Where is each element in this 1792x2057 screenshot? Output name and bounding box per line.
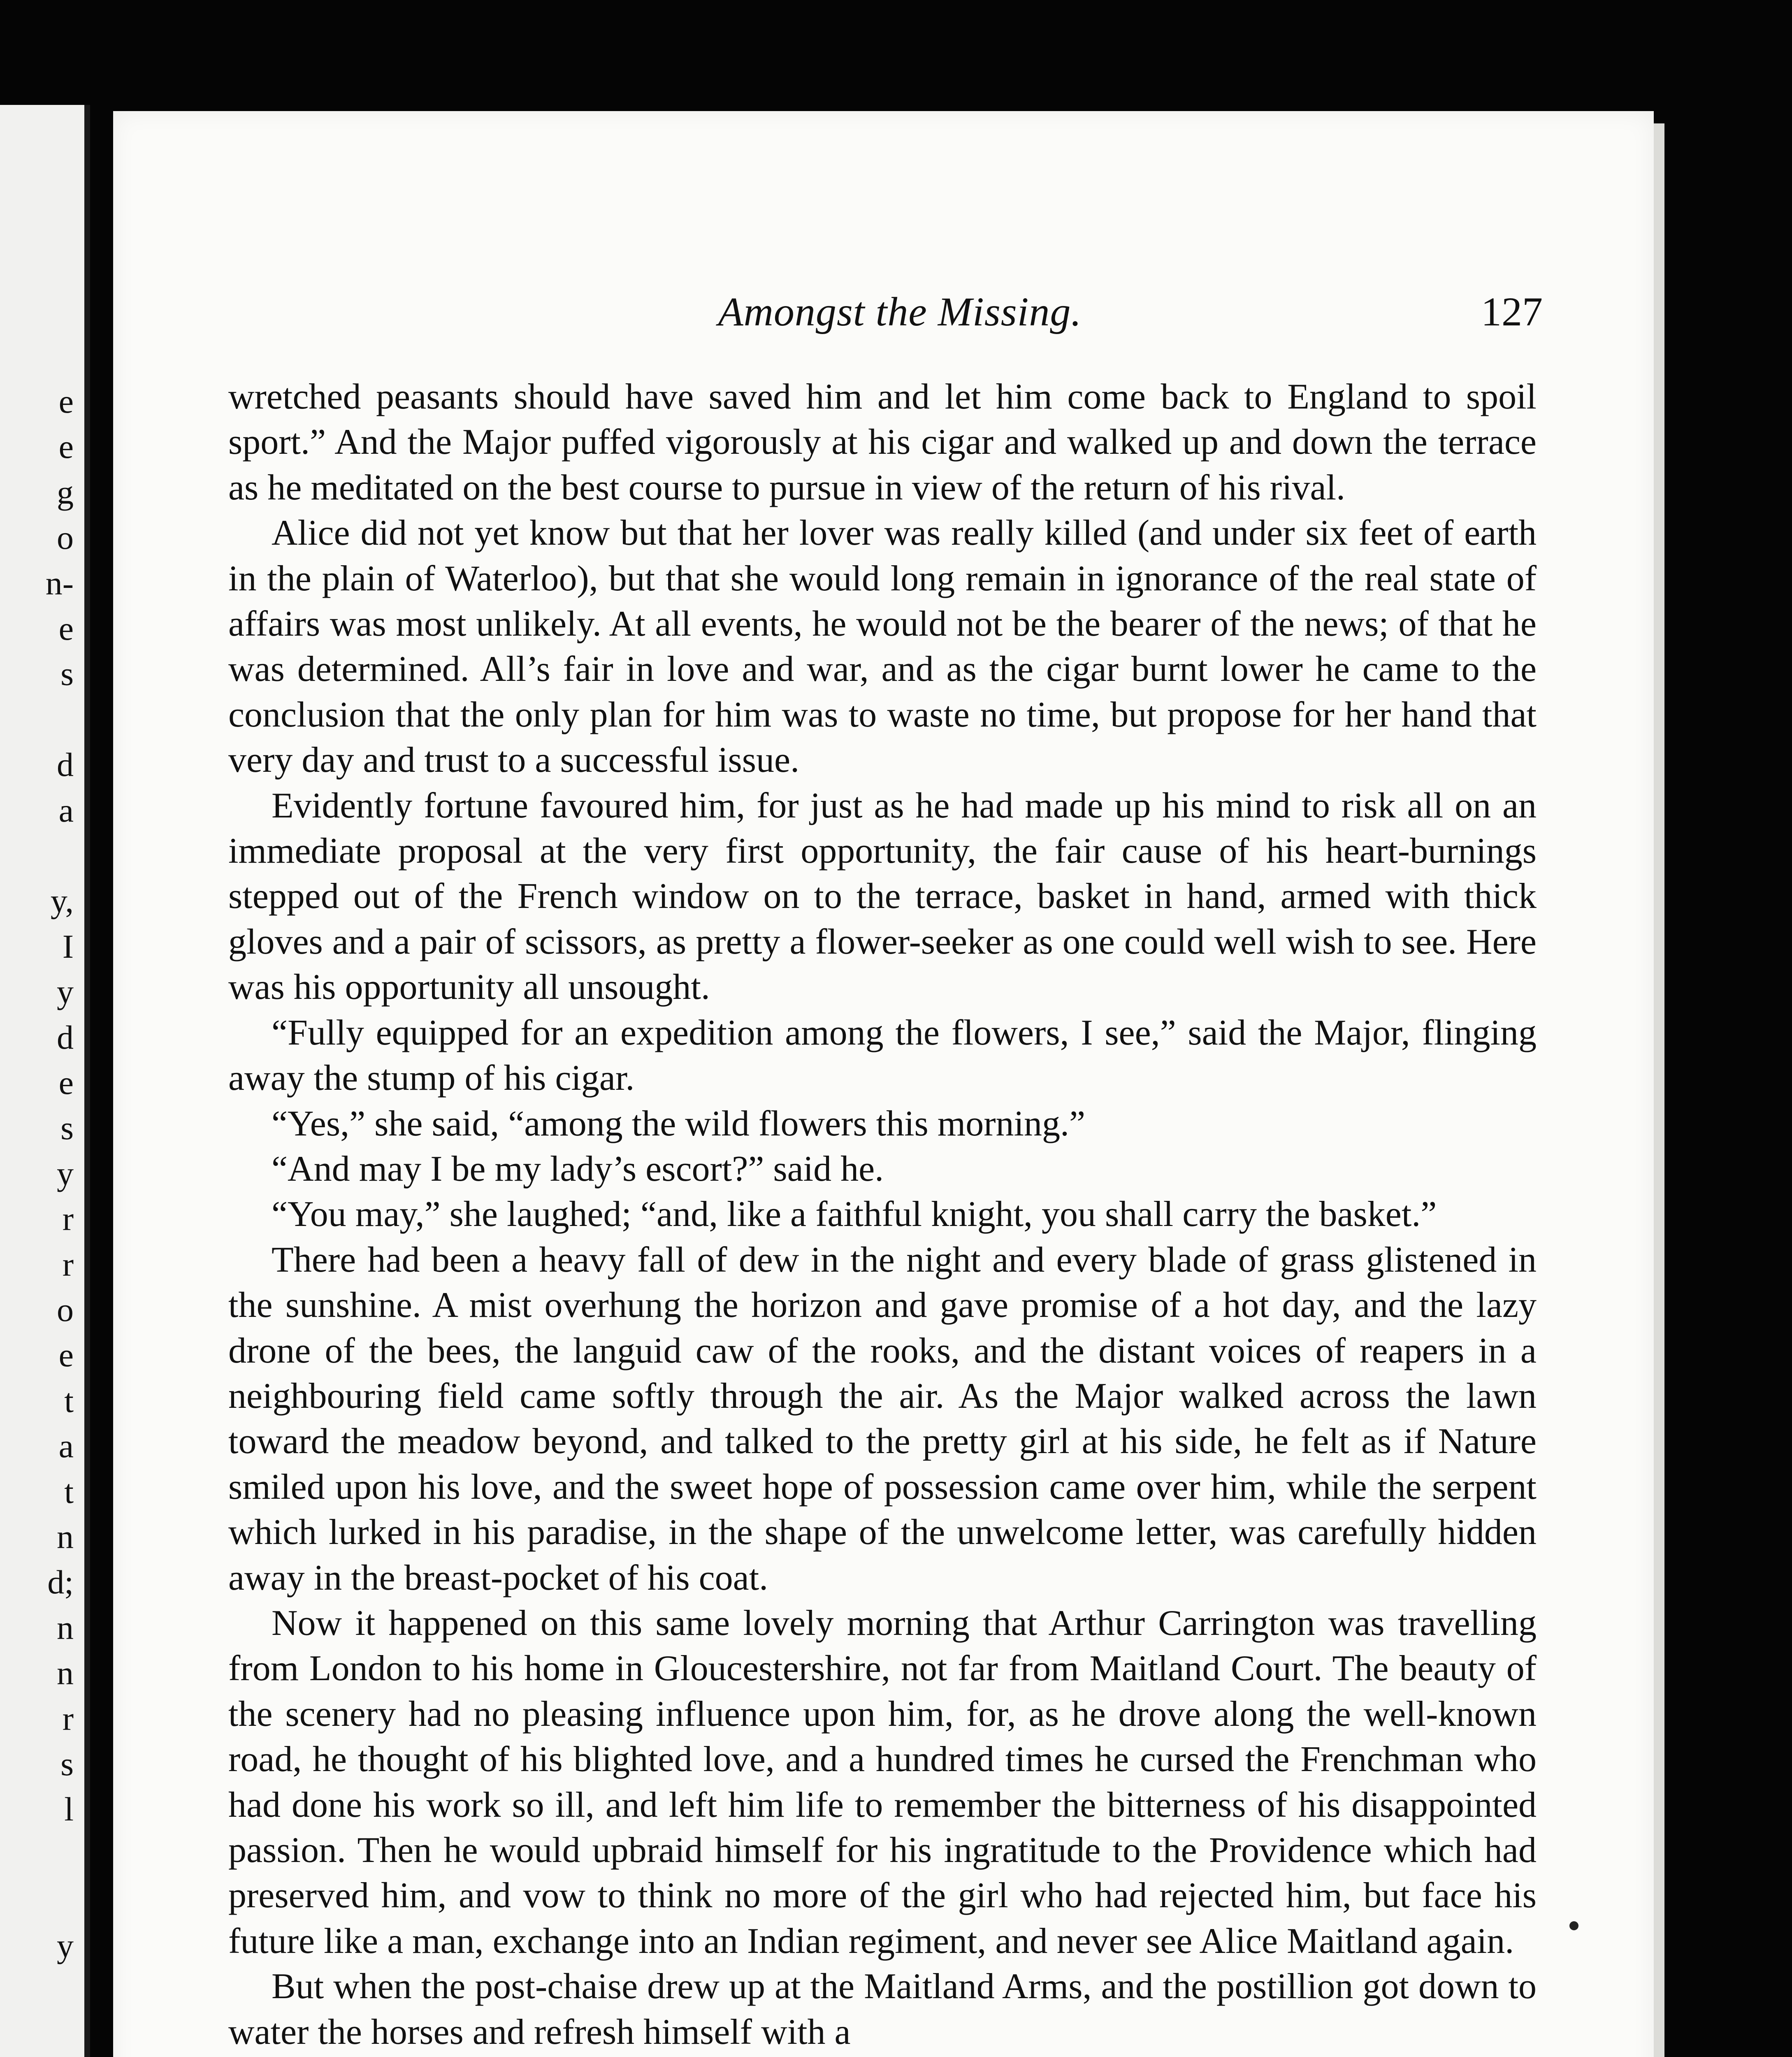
- left-page-fragment: d;: [47, 1563, 74, 1601]
- paragraph: “Yes,” she said, “among the wild flowers this morning.”: [272, 1103, 1086, 1144]
- left-page-fragment: s: [60, 655, 74, 693]
- left-page-fragment: t: [64, 1472, 74, 1510]
- paragraph: “You may,” she laughed; “and, like a faithful knight, you shall carry the basket.”: [272, 1194, 1437, 1235]
- left-page-fragment: d: [57, 1018, 74, 1056]
- left-page-fragment: n-: [45, 564, 74, 602]
- paragraph: There had been a heavy fall of dew in the night and every blade of grass glistened in the sunshine. A mist overhung the horizon and gave promise of a hot day, and the lazy drone of the bees, the languid caw of the rooks, and the distant voices of reapers in a neighbouring field came softly through the air. As the Major walked across the lawn toward the meadow beyond, and talked to the pretty girl at his side, he felt as if Nature smiled upon his love, and the sweet hope of possession came over him, while the serpent which lurked in his paradise, in the shape of the unwelcome letter, was carefully hidden away in the breast-pocket of his coat.: [228, 1240, 1537, 1598]
- left-page-fragment: o: [57, 1291, 74, 1328]
- paragraph: Alice did not yet know but that her lover was really killed (and under six feet of earth in the plain of Waterloo), but that she would long remain in ignorance of the real state of affairs was most unlikely. At all events, he would not be the bearer of the news; of that he was determined. All’s fair in love and war, and as the cigar burnt lower he came to the conclusion that the only plan for him was to waste no time, but propose for her hand that very day and trust to a successful issue.: [228, 513, 1537, 780]
- paragraph: wretched peasants should have saved him and let him come back to England to spoil sport.” And the Major puffed vigorously at his cigar and walked up and down the terrace as he meditated on the best course to pursue in view of the return of his rival.: [228, 377, 1537, 508]
- left-page-fragment: d: [57, 746, 74, 784]
- left-page-fragment: y,: [50, 882, 74, 920]
- left-page-fragment: y: [57, 1927, 74, 1964]
- left-page-fragment: o: [57, 519, 74, 557]
- left-page-fragment: e: [58, 1064, 74, 1101]
- left-page-fragment: I: [62, 927, 74, 965]
- left-page-fragment: y: [57, 973, 74, 1011]
- left-page-fragment: l: [64, 1790, 74, 1828]
- left-page-fragment: r: [62, 1245, 74, 1283]
- left-page-fragment: e: [58, 1336, 74, 1374]
- left-page-fragment: a: [58, 1427, 74, 1465]
- paragraph: Now it happened on this same lovely morning that Arthur Carrington was travelling from London to his home in Gloucestershire, not far from Maitland Court. The beauty of the scenery had no pleasing influence upon him, for, as he drove along the well-known road, he thought of his blighted love, and a hundred times he cursed the Frenchman who had done his work so ill, and left him life to remember the bitterness of his disappointed passion. Then he would upbraid himself for his ingratitude to the Providence which had preserved him, and vow to think no more of the girl who had rejected him, but face his future like a man, exchange into an Indian regiment, and never see Alice Maitland again.: [228, 1603, 1537, 1961]
- left-page-fragment: n: [57, 1609, 74, 1646]
- left-page-fragment: e: [58, 610, 74, 647]
- left-page-fragment: e: [58, 383, 74, 420]
- left-page-fragment: a: [58, 791, 74, 829]
- scan-speck: [1569, 1921, 1578, 1930]
- book-page: [113, 111, 1654, 2057]
- page-header: [113, 288, 1654, 346]
- previous-page-edge: [0, 105, 90, 2057]
- left-page-fragment: s: [60, 1745, 74, 1783]
- left-page-fragment: y: [57, 1154, 74, 1192]
- left-page-fragment: r: [62, 1200, 74, 1238]
- left-page-fragment: g: [57, 473, 74, 511]
- left-page-fragment: e: [58, 428, 74, 466]
- running-title: Amongst the Missing.: [718, 289, 1082, 334]
- left-page-fragment: s: [60, 1109, 74, 1147]
- paragraph: Evidently fortune favoured him, for just as he had made up his mind to risk all on an immediate proposal at the very first opportunity, the fair cause of his heart-burnings stepped out of the French window on to the terrace, basket in hand, armed with thick gloves and a pair of scissors, as pretty a flower-seeker as one could well wish to see. Here was his opportunity all unsought.: [228, 785, 1537, 1008]
- paragraph: “And may I be my lady’s escort?” said he.: [272, 1149, 884, 1189]
- left-page-fragment: n: [57, 1654, 74, 1692]
- page-edge-shadow: [1654, 123, 1664, 2057]
- body-text: [228, 374, 1537, 2055]
- paragraph: “Fully equipped for an expedition among the flowers, I see,” said the Major, flinging away the stump of his cigar.: [228, 1012, 1537, 1098]
- left-page-fragment: t: [64, 1381, 74, 1419]
- left-page-fragment: n: [57, 1518, 74, 1556]
- left-page-fragment: r: [62, 1699, 74, 1737]
- page-number: 127: [1481, 289, 1543, 334]
- paragraph: But when the post-chaise drew up at the Maitland Arms, and the postillion got down to water the horses and refresh himself with a: [228, 1966, 1537, 2052]
